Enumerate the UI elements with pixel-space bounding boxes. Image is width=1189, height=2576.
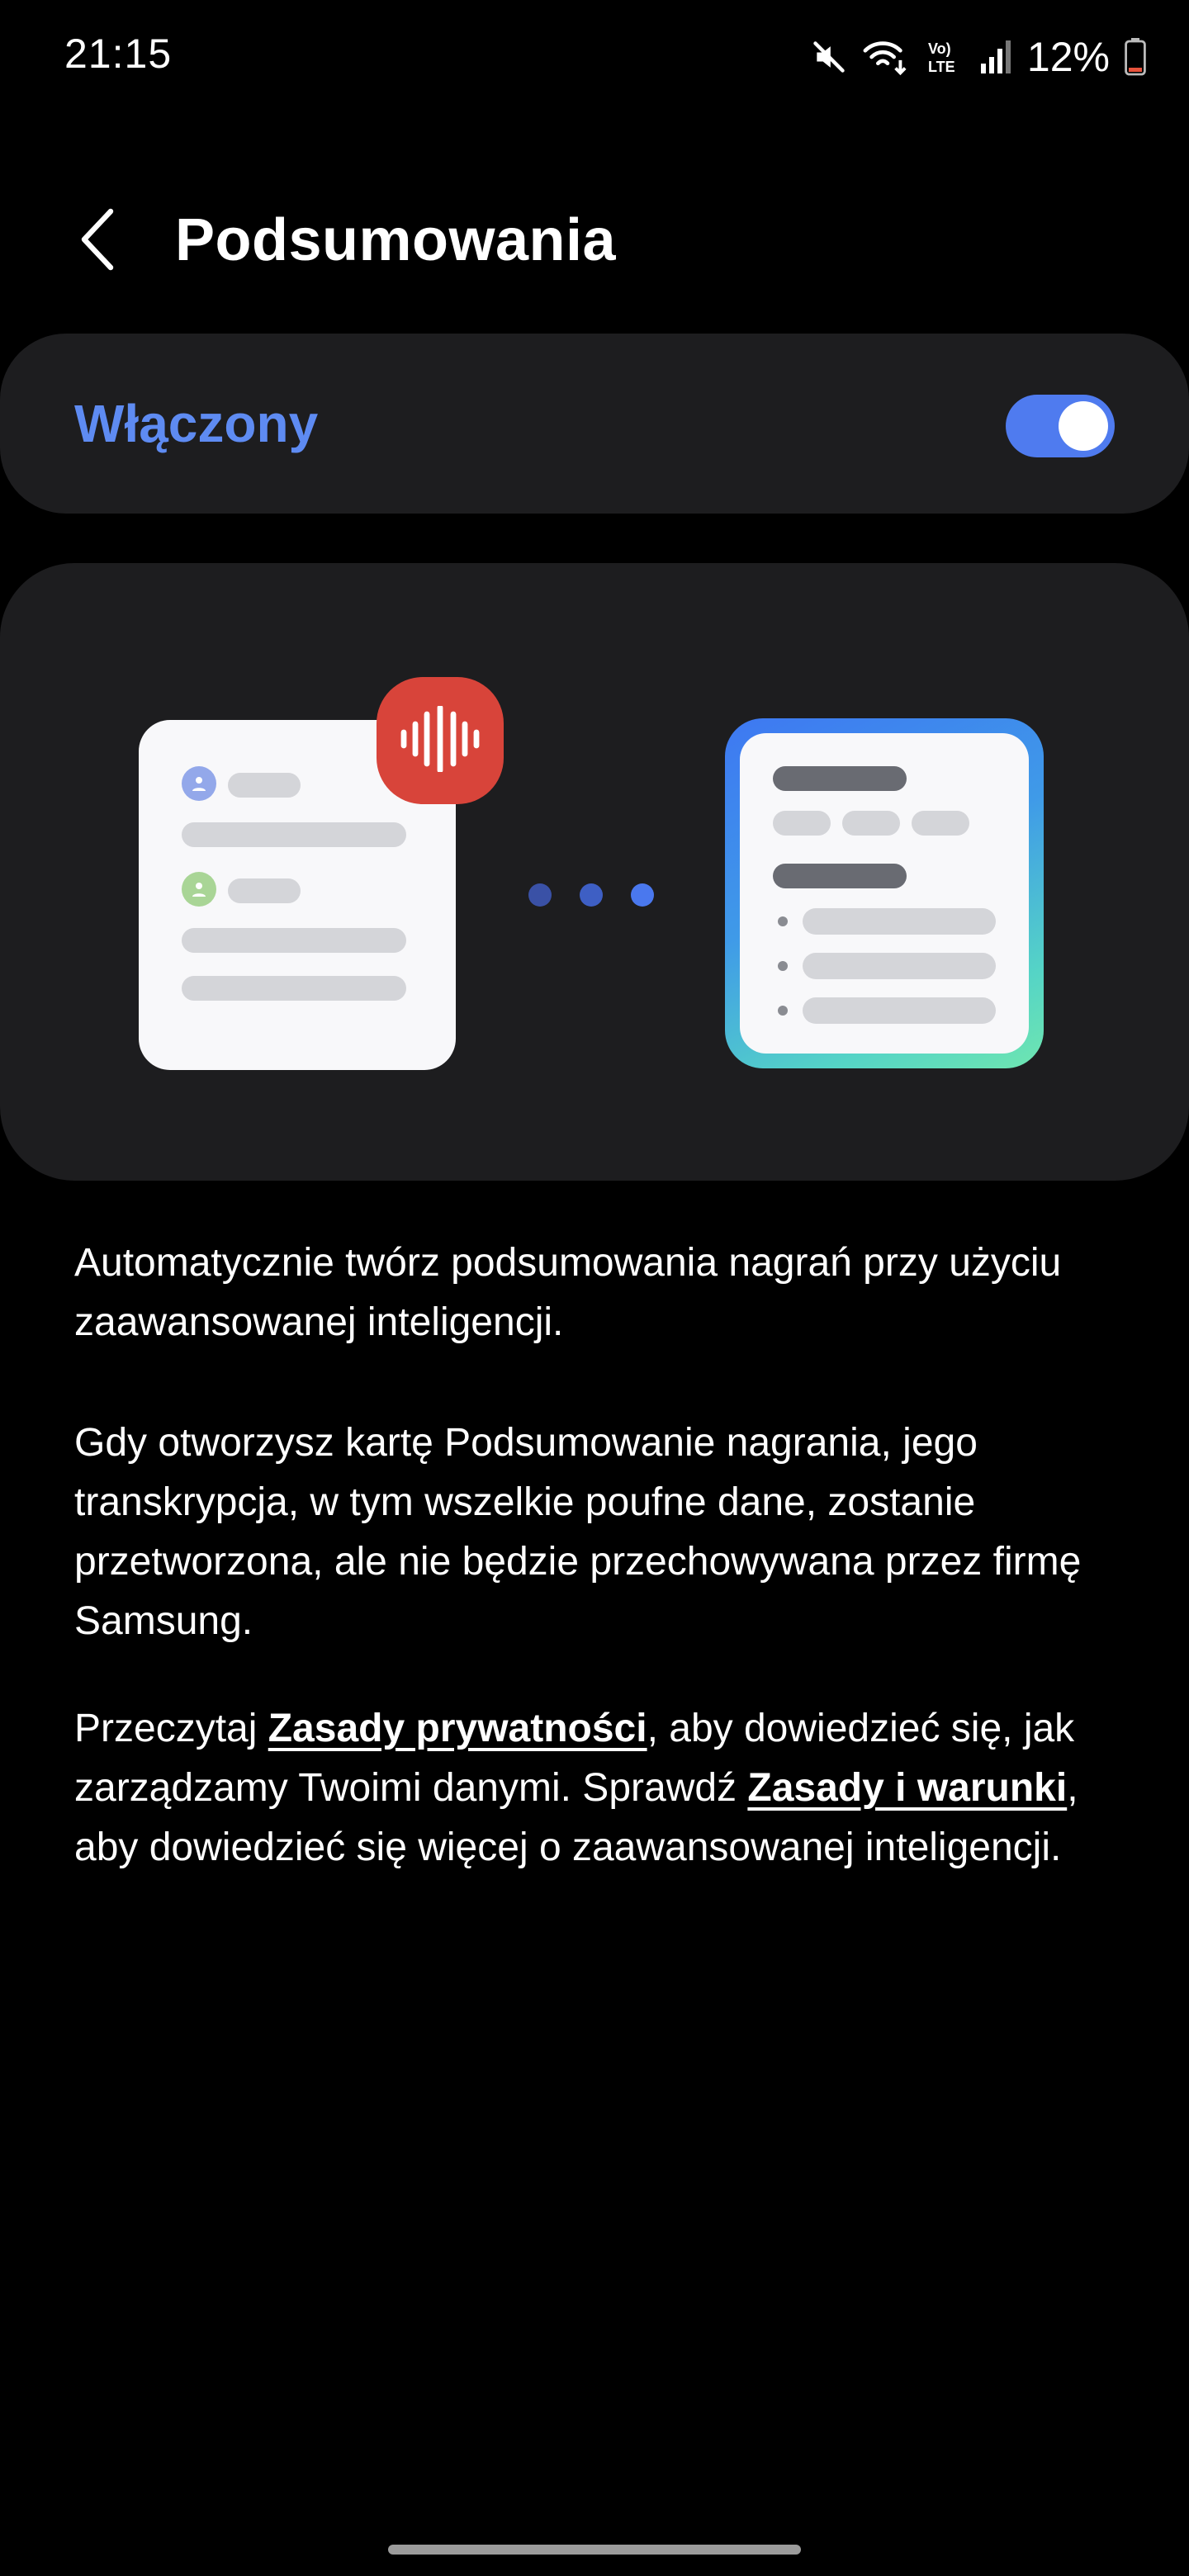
status-icons <box>811 31 1146 83</box>
status-bar <box>0 0 1189 116</box>
placeholder-line <box>228 878 301 903</box>
home-indicator[interactable] <box>388 2545 801 2555</box>
enable-switch[interactable] <box>1006 395 1115 457</box>
bullet-point <box>778 961 788 971</box>
progress-dot <box>580 883 603 907</box>
bullet-point <box>778 1006 788 1016</box>
toggle-label: Włączony <box>74 394 319 453</box>
voice-recorder-app-icon <box>377 677 504 804</box>
switch-knob <box>1059 401 1108 451</box>
placeholder-heading <box>773 766 907 791</box>
paragraph-privacy-note: Gdy otworzysz kartę Podsumowanie nagrania, jego transkrypcja, w tym wszelkie poufne dane, zostanie przetworzona, ale nie będzie przechowywana przez firmę Samsung. <box>74 1421 1082 1643</box>
paragraph-intro: Automatycznie twórz podsumowania nagrań przy użyciu zaawansowanej inteligencji. <box>74 1241 1062 1344</box>
mute-icon <box>811 39 847 75</box>
paragraph-links: Przeczytaj Zasady prywatności, aby dowiedzieć się, jak zarządzamy Twoimi danymi. Sprawdź Zasady i warunki, aby dowiedzieć się więcej o zaawansowanej inteligencji. <box>74 1707 1078 1869</box>
user-avatar-icon <box>182 872 216 907</box>
description-paragraph <box>74 1234 1131 1352</box>
summary-document-illustration <box>725 718 1044 1068</box>
progress-dot <box>631 883 654 907</box>
page-title: Podsumowania <box>175 207 617 273</box>
progress-dot <box>528 883 552 907</box>
battery-icon <box>1125 38 1146 76</box>
placeholder-line <box>182 928 406 953</box>
placeholder-line <box>182 822 406 847</box>
placeholder-heading <box>773 864 907 888</box>
placeholder-line <box>803 997 996 1024</box>
placeholder-chip <box>912 811 969 836</box>
user-avatar-icon <box>182 766 216 801</box>
status-time: 21:15 <box>64 31 173 77</box>
placeholder-chip <box>773 811 831 836</box>
placeholder-line <box>803 908 996 935</box>
battery-percentage: 12% <box>1026 34 1110 80</box>
back-button[interactable] <box>68 201 127 281</box>
bullet-point <box>778 916 788 926</box>
svg-text:LTE: LTE <box>927 59 955 75</box>
privacy-policy-link[interactable]: Zasady prywatności <box>268 1707 647 1750</box>
svg-text:Vo): Vo) <box>927 40 951 57</box>
app-header <box>0 182 1189 297</box>
sound-wave-icon <box>397 706 483 776</box>
placeholder-line <box>182 976 406 1001</box>
terms-and-conditions-link[interactable]: Zasady i warunki <box>747 1766 1068 1810</box>
illustration-card <box>0 563 1189 1181</box>
volte-icon <box>925 37 964 77</box>
signal-icon <box>979 39 1012 75</box>
placeholder-chip <box>842 811 900 836</box>
description-paragraph <box>74 1413 1131 1651</box>
placeholder-line <box>803 953 996 979</box>
description-paragraph <box>74 1699 1131 1878</box>
placeholder-line <box>228 773 301 798</box>
chevron-left-icon <box>79 208 116 275</box>
main-toggle-row[interactable] <box>0 334 1189 514</box>
wifi-icon <box>862 37 910 77</box>
